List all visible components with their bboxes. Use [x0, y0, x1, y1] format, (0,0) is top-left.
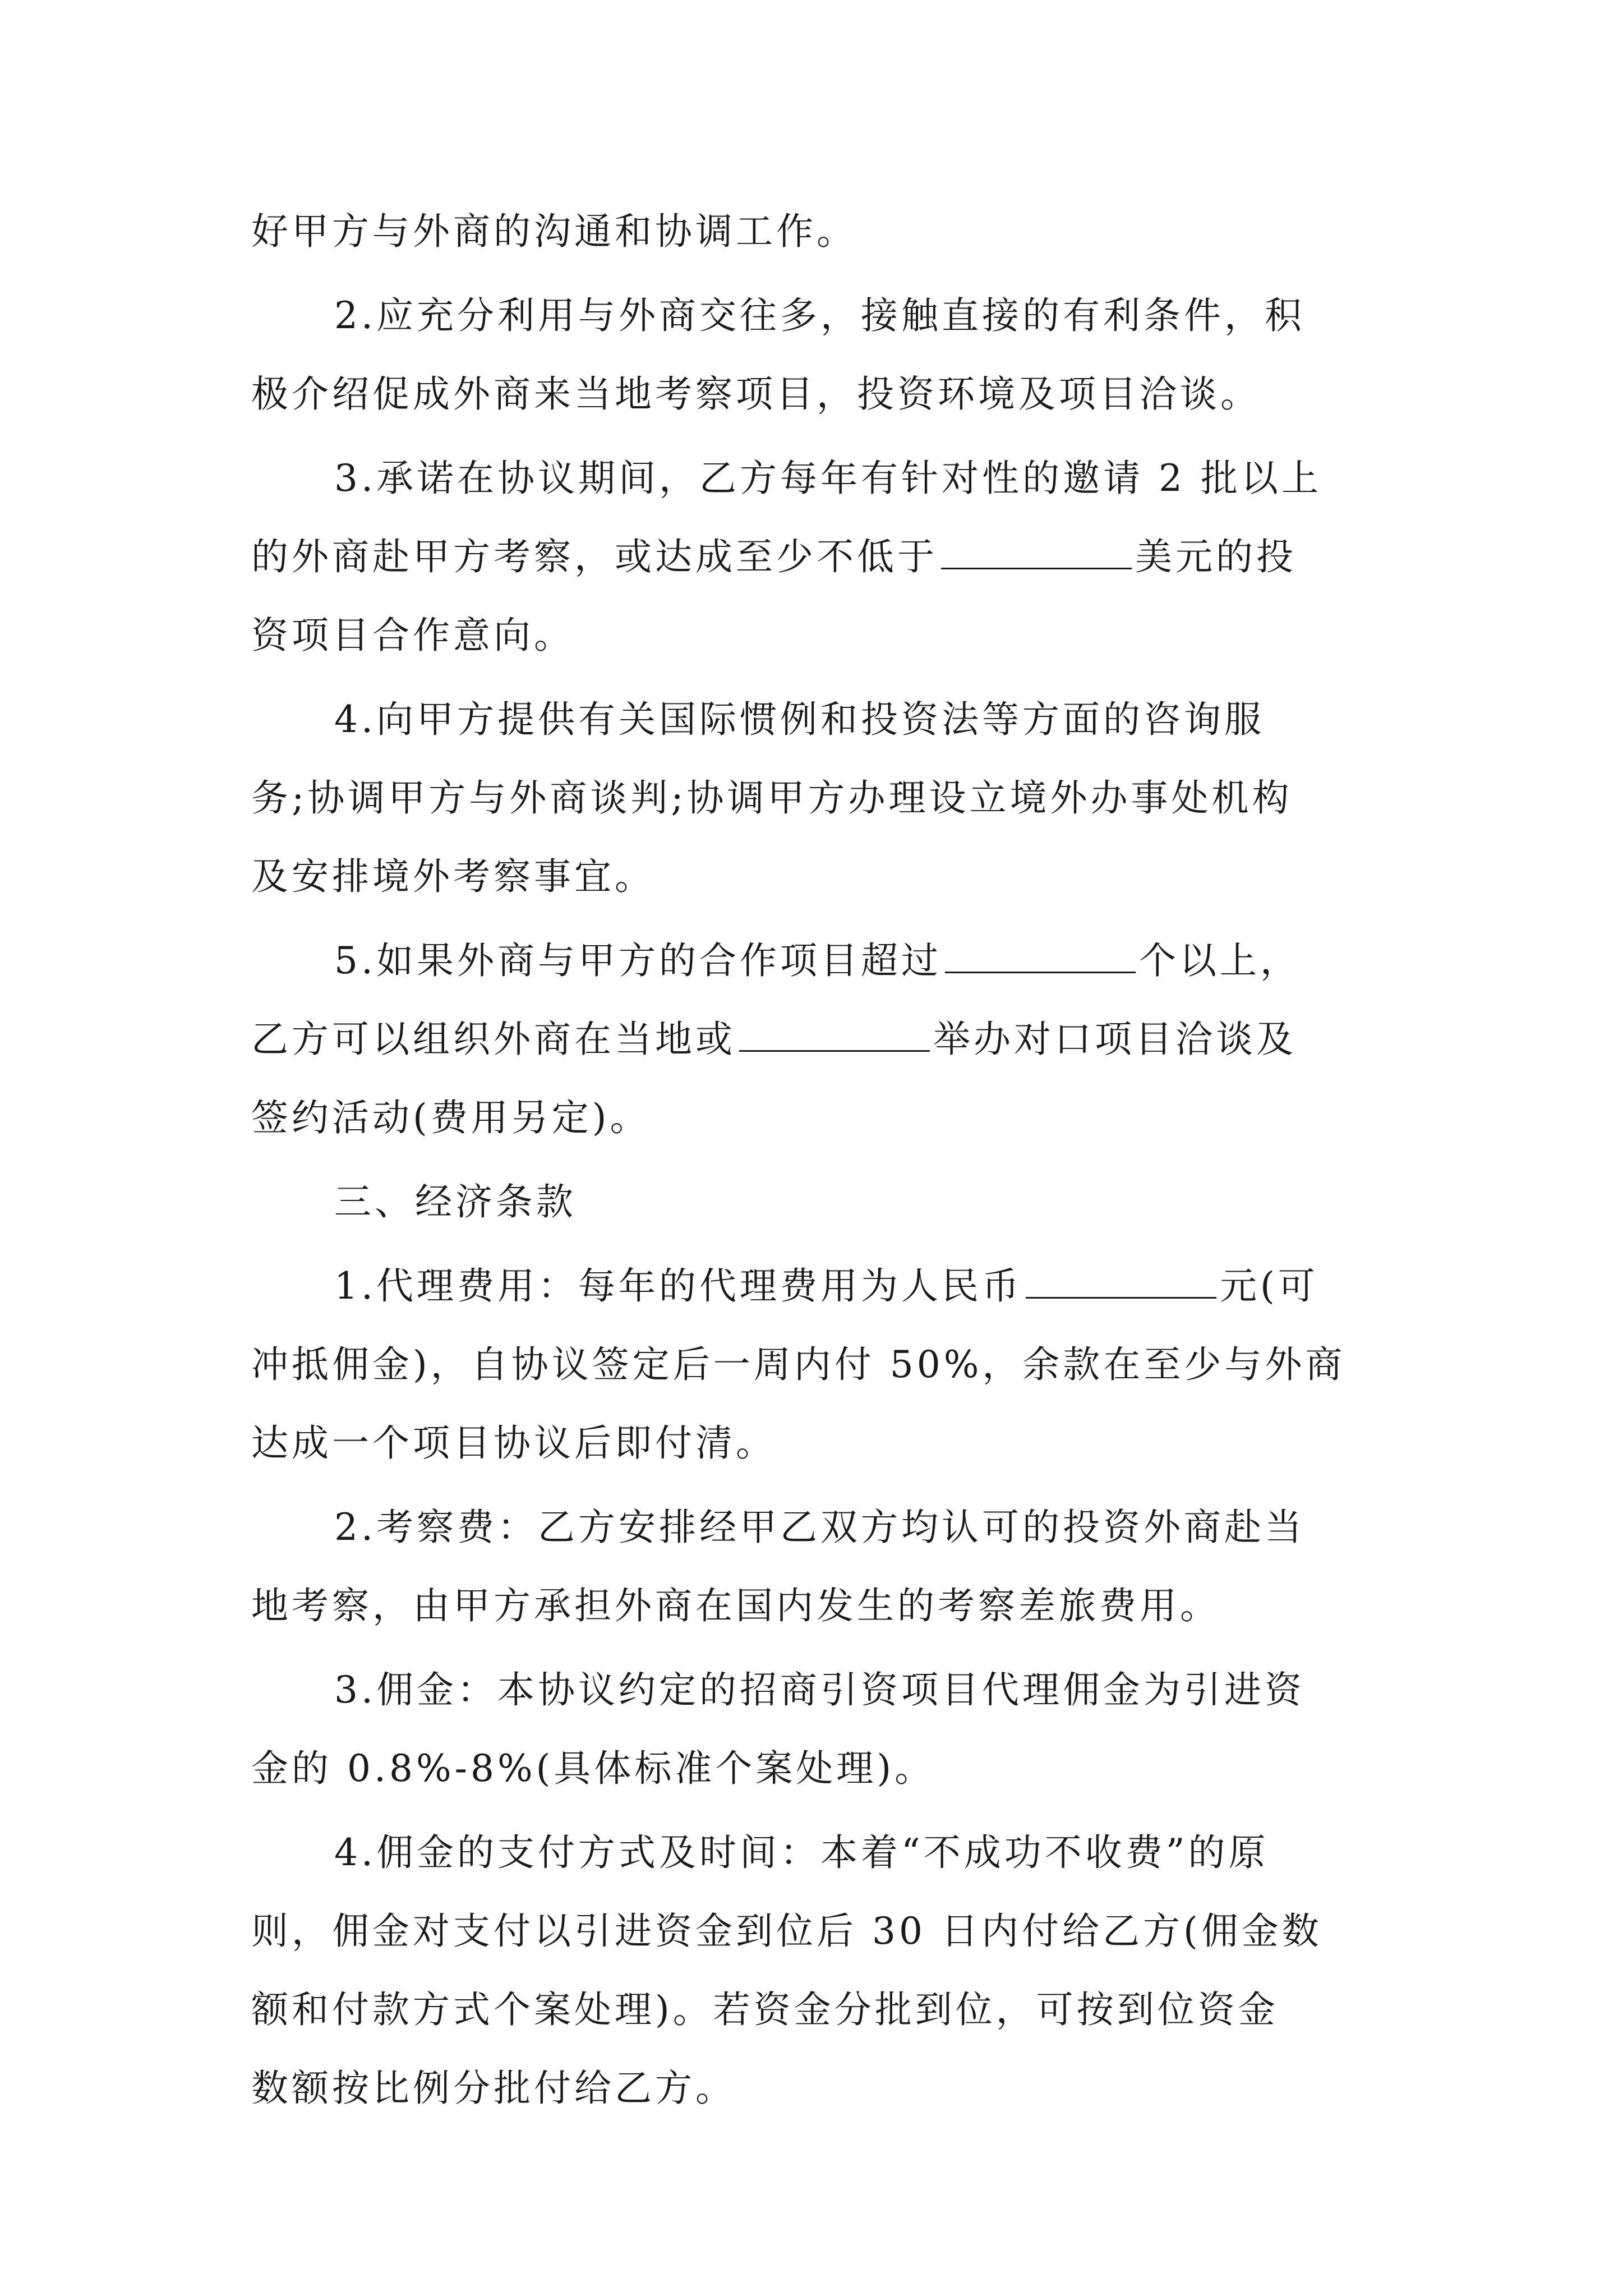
fill-in-blank[interactable]	[739, 1019, 930, 1052]
text-run: 3.佣金：本协议约定的招商引资项目代理佣金为引进资	[334, 1668, 1305, 1711]
text-line	[251, 1412, 1384, 1474]
text-run: 2.应充分利用与外商交往多，接触直接的有利条件，积	[334, 294, 1305, 337]
text-line	[251, 1334, 1384, 1396]
text-line	[251, 1255, 1467, 1317]
text-line	[251, 364, 1384, 425]
text-run: 三、经济条款	[334, 1180, 577, 1223]
text-line	[251, 1979, 1384, 2041]
text-run: 4.向甲方提供有关国际惯例和投资法等方面的咨询服	[334, 698, 1265, 741]
text-line	[251, 689, 1467, 751]
text-line	[251, 605, 1384, 666]
text-run: 签约活动(费用另定)。	[251, 1096, 651, 1139]
text-line	[251, 1738, 1384, 1800]
text-line	[251, 2058, 1384, 2119]
text-run: 及安排境外考察事宜。	[251, 855, 655, 898]
text-run: 额和付款方式个案处理)。若资金分批到位，可按到位资金	[251, 1988, 1279, 2031]
text-run: 冲抵佣金)，自协议签定后一周内付 50%，余款在至少与外商	[251, 1343, 1346, 1386]
text-run: 举办对口项目洽谈及	[933, 1018, 1297, 1061]
text-run: 则，佣金对支付以引进资金到位后 30 日内付给乙方(佣金数	[251, 1910, 1322, 1953]
fill-in-blank[interactable]	[941, 536, 1132, 569]
text-run: 元(可	[1219, 1264, 1318, 1308]
text-line	[251, 1901, 1384, 1962]
text-run: 乙方可以组织外商在当地或	[251, 1018, 736, 1061]
fill-in-blank[interactable]	[1026, 1266, 1216, 1299]
text-run: 达成一个项目协议后即付清。	[251, 1421, 776, 1465]
section-heading	[251, 1171, 1467, 1233]
text-line	[251, 1822, 1467, 1884]
text-line	[251, 201, 1384, 263]
text-line	[251, 1575, 1384, 1637]
text-line	[251, 285, 1467, 347]
text-run: 资项目合作意向。	[251, 614, 574, 657]
text-run: 金的 0.8%-8%(具体标准个案处理)。	[251, 1747, 935, 1790]
text-line	[251, 930, 1467, 992]
text-line	[251, 767, 1384, 829]
text-run: 5.如果外商与甲方的合作项目超过	[334, 939, 942, 982]
text-run: 极介绍促成外商来当地考察项目，投资环境及项目洽谈。	[251, 372, 1261, 416]
text-line	[251, 526, 1384, 588]
text-line	[251, 448, 1467, 509]
text-run: 务;协调甲方与外商谈判;协调甲方办理设立境外办事处机构	[251, 776, 1293, 820]
fill-in-blank[interactable]	[945, 940, 1136, 973]
text-run: 地考察，由甲方承担外商在国内发生的考察差旅费用。	[251, 1584, 1220, 1627]
text-run: 2.考察费：乙方安排经甲乙双方均认可的投资外商赴当	[334, 1506, 1305, 1549]
text-run: 好甲方与外商的沟通和协调工作。	[251, 210, 857, 253]
text-run: 数额按比例分批付给乙方。	[251, 2067, 736, 2110]
text-line	[251, 1659, 1467, 1721]
text-line	[251, 846, 1384, 908]
text-line	[251, 1497, 1467, 1558]
text-run: 个以上，	[1138, 939, 1301, 982]
text-run: 4.佣金的支付方式及时间：本着“不成功不收费”的原	[334, 1831, 1269, 1874]
text-run: 3.承诺在协议期间，乙方每年有针对性的邀请 2 批以上	[334, 457, 1322, 500]
text-line	[251, 1087, 1384, 1149]
text-run: 的外商赴甲方考察，或达成至少不低于	[251, 535, 938, 578]
text-run: 美元的投	[1135, 535, 1297, 578]
text-line	[251, 1009, 1384, 1070]
text-run: 1.代理费用：每年的代理费用为人民币	[334, 1264, 1022, 1308]
